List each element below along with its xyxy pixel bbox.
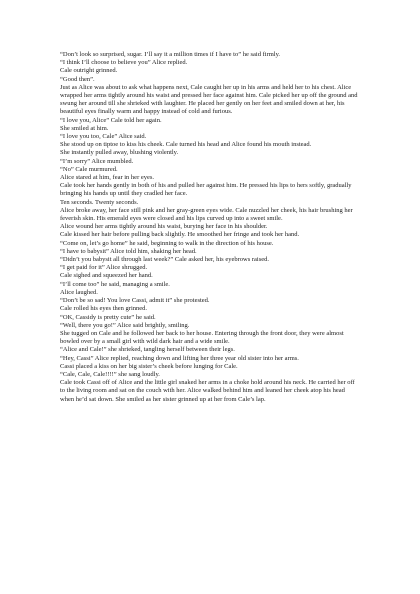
paragraph: Cale took her hands gently in both of his and pulled her against him. He pressed his lips to hers softly, gradually bringing his hands up until they cradled her face. xyxy=(60,182,352,198)
paragraph: Alice wound her arms tightly around his waist, burying her face in his shoulder. xyxy=(60,223,268,231)
paragraph: Cale kissed her hair before pulling back slightly. He smoothed her fringe and took her hand. xyxy=(60,231,300,239)
paragraph: “I have to babysit” Alice told him, shaking her head. xyxy=(60,247,197,255)
paragraph: Alice stared at him, fear in her eyes. xyxy=(60,174,155,182)
paragraph: “Cale, Cale, Cale!!!!” she sang loudly. xyxy=(60,370,160,378)
paragraph: Cale outright grinned. xyxy=(60,67,118,75)
paragraph: She instantly pulled away, blushing violently. xyxy=(60,149,179,157)
paragraph: “I love you, Alice” Cale told her again. xyxy=(60,116,162,124)
paragraph: “Don’t be so sad! You love Cassi, admit it” she protested. xyxy=(60,297,210,305)
paragraph: “Good then”. xyxy=(60,75,95,83)
paragraph: “I get paid for it” Alice shrugged. xyxy=(60,264,148,272)
paragraph: Alice broke away, her face still pink and her gray-green eyes wide. Cale nuzzled her cheek, his hair brushing her feverish skin. His emerald eyes were closed and his lips curved up into a sweet smile. xyxy=(60,206,353,223)
paragraph: “I love you too, Cale” Alice said. xyxy=(60,133,147,141)
paragraph: “I’ll come too” he said, managing a smile. xyxy=(60,280,170,288)
paragraph: She tugged on Cale and he followed her back to her house. Entering through the front door, they were almost bowled over by a small girl with wild dark hair and a wide smile. xyxy=(60,329,344,346)
paragraph: “No” Cale murmured. xyxy=(60,165,118,173)
paragraph: She smiled at him. xyxy=(60,124,109,132)
paragraph: “OK, Cassidy is pretty cute” he said. xyxy=(60,313,156,321)
paragraph: “I think I’ll choose to believe you” Alice replied. xyxy=(60,59,188,67)
paragraph: “Come on, let’s go home” he said, beginning to walk in the direction of his house. xyxy=(60,239,274,247)
paragraph: Ten seconds. Twenty seconds. xyxy=(60,198,139,206)
paragraph: She stood up on tiptoe to kiss his cheek. Cale turned his head and Alice found his mouth instead. xyxy=(60,141,312,149)
paragraph: “Didn’t you babysit all through last week?” Cale asked her, his eyebrows raised. xyxy=(60,256,270,264)
paragraph: Cale took Cassi off of Alice and the little girl snaked her arms in a choke hold around his neck. He carried her off to the living room and sat on the couch with her. Alice walked behind him and leaned her cheek atop his head when he’d sat down. She smiled as her sister grinned up at her from Cale’s lap. xyxy=(60,379,355,403)
paragraph: “Alice and Cale!” she shrieked, tangling herself between their legs. xyxy=(60,346,235,354)
paragraph: Just as Alice was about to ask what happens next, Cale caught her up in his arms and held her to his chest. Alice wrapped her arms tightly around his waist and pressed her face against him. Cale picked her up off the ground and swung her around till she shrieked with laughter. He placed her gently on her feet and smiled down at her, his beautiful eyes finally warm and happy instead of cold and furious. xyxy=(60,83,358,116)
paragraph: “Well, there you go!” Alice said brightly, smiling. xyxy=(60,321,190,329)
paragraph: Cassi placed a kiss on her big sister’s cheek before lunging for Cale. xyxy=(60,362,238,370)
paragraph: Cale rolled his eyes then grinned. xyxy=(60,305,148,313)
paragraph: “Hey, Cassi” Alice replied, reaching down and lifting her three year old sister into her arms. xyxy=(60,354,299,362)
paragraph: Alice laughed. xyxy=(60,288,98,296)
paragraph: “I’m sorry” Alice mumbled. xyxy=(60,157,134,165)
paragraph: Cale sighed and squeezed her hand. xyxy=(60,272,153,280)
paragraph: “Don’t look so surprised, sugar. I’ll say it a million times if I have to” he said firmly. xyxy=(60,51,281,58)
